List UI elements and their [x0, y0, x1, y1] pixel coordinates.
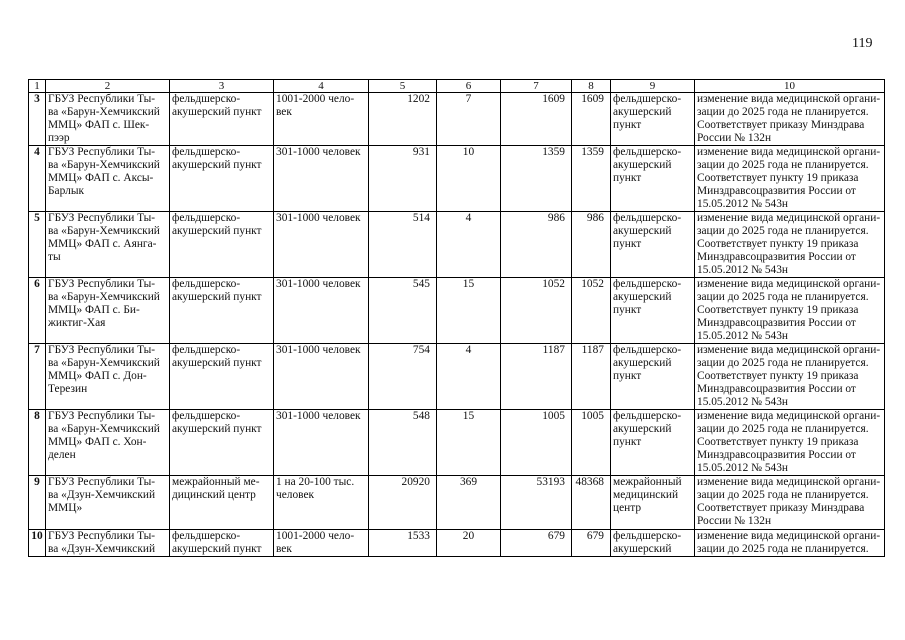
value-col6: 10 [437, 146, 501, 212]
value-col7: 1052 [501, 278, 572, 344]
column-header: 8 [572, 80, 611, 93]
table-row [29, 93, 885, 146]
row-number: 9 [29, 476, 46, 530]
column-header: 3 [170, 80, 274, 93]
facility-type-planned: фельдшерско- акушерский [611, 530, 695, 557]
column-header: 2 [46, 80, 170, 93]
value-col6: 15 [437, 278, 501, 344]
value-col8: 1187 [572, 344, 611, 410]
value-col7: 1187 [501, 344, 572, 410]
value-col5: 1202 [369, 93, 437, 146]
population-range: 301-1000 человек [274, 344, 369, 410]
population-range: 1001-2000 чело- век [274, 93, 369, 146]
column-header: 7 [501, 80, 572, 93]
column-header: 4 [274, 80, 369, 93]
population-range: 301-1000 человек [274, 410, 369, 476]
table-row [29, 530, 885, 557]
facility-type: фельдшерско- акушерский пункт [170, 146, 274, 212]
organization-name: ГБУЗ Республики Ты- ва «Барун-Хемчикский ММЦ» ФАП с. Дон- Терезин [46, 344, 170, 410]
row-number: 3 [29, 93, 46, 146]
population-range: 301-1000 человек [274, 212, 369, 278]
value-col7: 53193 [501, 476, 572, 530]
note: изменение вида медицинской органи- зации до 2025 года не планируется. Соответствует пункту 19 приказа Минздравсоцразвития России от 15.05.2012 № 543н [695, 146, 885, 212]
organization-name: ГБУЗ Республики Ты- ва «Барун-Хемчикский ММЦ» ФАП с. Шек- пээр [46, 93, 170, 146]
row-number: 10 [29, 530, 46, 557]
note: изменение вида медицинской органи- зации до 2025 года не планируется. Соответствует пункту 19 приказа Минздравсоцразвития России от 15.05.2012 № 543н [695, 212, 885, 278]
row-number: 5 [29, 212, 46, 278]
table-row [29, 146, 885, 212]
value-col6: 369 [437, 476, 501, 530]
row-number: 7 [29, 344, 46, 410]
facility-type: фельдшерско- акушерский пункт [170, 530, 274, 557]
value-col8: 679 [572, 530, 611, 557]
column-header: 10 [695, 80, 885, 93]
population-range: 301-1000 человек [274, 278, 369, 344]
value-col8: 1005 [572, 410, 611, 476]
organization-name: ГБУЗ Республики Ты- ва «Барун-Хемчикский ММЦ» ФАП с. Аянга- ты [46, 212, 170, 278]
value-col6: 7 [437, 93, 501, 146]
column-header: 6 [437, 80, 501, 93]
table-row [29, 476, 885, 530]
facility-type-planned: фельдшерско- акушерский пункт [611, 410, 695, 476]
facility-type: фельдшерско- акушерский пункт [170, 93, 274, 146]
value-col5: 20920 [369, 476, 437, 530]
facility-type: фельдшерско- акушерский пункт [170, 410, 274, 476]
value-col8: 48368 [572, 476, 611, 530]
table-row [29, 212, 885, 278]
value-col8: 1359 [572, 146, 611, 212]
value-col7: 1005 [501, 410, 572, 476]
organization-name: ГБУЗ Республики Ты- ва «Барун-Хемчикский ММЦ» ФАП с. Аксы- Барлык [46, 146, 170, 212]
population-range: 1001-2000 чело- век [274, 530, 369, 557]
value-col8: 986 [572, 212, 611, 278]
value-col5: 931 [369, 146, 437, 212]
value-col5: 754 [369, 344, 437, 410]
facility-type: межрайонный ме- дицинский центр [170, 476, 274, 530]
organization-name: ГБУЗ Республики Ты- ва «Дзун-Хемчикский [46, 530, 170, 557]
value-col6: 4 [437, 344, 501, 410]
row-number: 6 [29, 278, 46, 344]
value-col8: 1052 [572, 278, 611, 344]
page-number: 119 [852, 36, 873, 51]
note: изменение вида медицинской органи- зации до 2025 года не планируется. Соответствует приказу Минздрава России № 132н [695, 476, 885, 530]
facility-type-planned: фельдшерско- акушерский пункт [611, 278, 695, 344]
population-range: 301-1000 человек [274, 146, 369, 212]
table-header-row [29, 80, 885, 93]
row-number: 8 [29, 410, 46, 476]
note: изменение вида медицинской органи- зации до 2025 года не планируется. Соответствует пункту 19 приказа Минздравсоцразвития России от 15.05.2012 № 543н [695, 410, 885, 476]
facility-type: фельдшерско- акушерский пункт [170, 344, 274, 410]
value-col5: 548 [369, 410, 437, 476]
facility-type-planned: межрайонный медицинский центр [611, 476, 695, 530]
value-col5: 514 [369, 212, 437, 278]
organization-name: ГБУЗ Республики Ты- ва «Барун-Хемчикский ММЦ» ФАП с. Хон- делен [46, 410, 170, 476]
organization-name: ГБУЗ Республики Ты- ва «Дзун-Хемчикский ММЦ» [46, 476, 170, 530]
value-col7: 1359 [501, 146, 572, 212]
table-row [29, 410, 885, 476]
note: изменение вида медицинской органи- зации до 2025 года не планируется. Соответствует пункту 19 приказа Минздравсоцразвития России от 15.05.2012 № 543н [695, 344, 885, 410]
facility-type-planned: фельдшерско- акушерский пункт [611, 93, 695, 146]
table-row [29, 344, 885, 410]
organization-name: ГБУЗ Республики Ты- ва «Барун-Хемчикский ММЦ» ФАП с. Би- жиктиг-Хая [46, 278, 170, 344]
column-header: 9 [611, 80, 695, 93]
value-col5: 545 [369, 278, 437, 344]
value-col6: 20 [437, 530, 501, 557]
facility-type-planned: фельдшерско- акушерский пункт [611, 344, 695, 410]
facility-type-planned: фельдшерско- акушерский пункт [611, 146, 695, 212]
note: изменение вида медицинской органи- зации до 2025 года не планируется. Соответствует приказу Минздрава России № 132н [695, 93, 885, 146]
note: изменение вида медицинской органи- зации до 2025 года не планируется. [695, 530, 885, 557]
population-range: 1 на 20-100 тыс. человек [274, 476, 369, 530]
facility-type: фельдшерско- акушерский пункт [170, 278, 274, 344]
note: изменение вида медицинской органи- зации до 2025 года не планируется. Соответствует пункту 19 приказа Минздравсоцразвития России от 15.05.2012 № 543н [695, 278, 885, 344]
value-col6: 4 [437, 212, 501, 278]
value-col5: 1533 [369, 530, 437, 557]
facility-type: фельдшерско- акушерский пункт [170, 212, 274, 278]
column-header: 1 [29, 80, 46, 93]
row-number: 4 [29, 146, 46, 212]
facility-type-planned: фельдшерско- акушерский пункт [611, 212, 695, 278]
column-header: 5 [369, 80, 437, 93]
table-row [29, 278, 885, 344]
value-col7: 679 [501, 530, 572, 557]
facilities-table [28, 79, 885, 557]
value-col7: 1609 [501, 93, 572, 146]
value-col8: 1609 [572, 93, 611, 146]
value-col6: 15 [437, 410, 501, 476]
value-col7: 986 [501, 212, 572, 278]
